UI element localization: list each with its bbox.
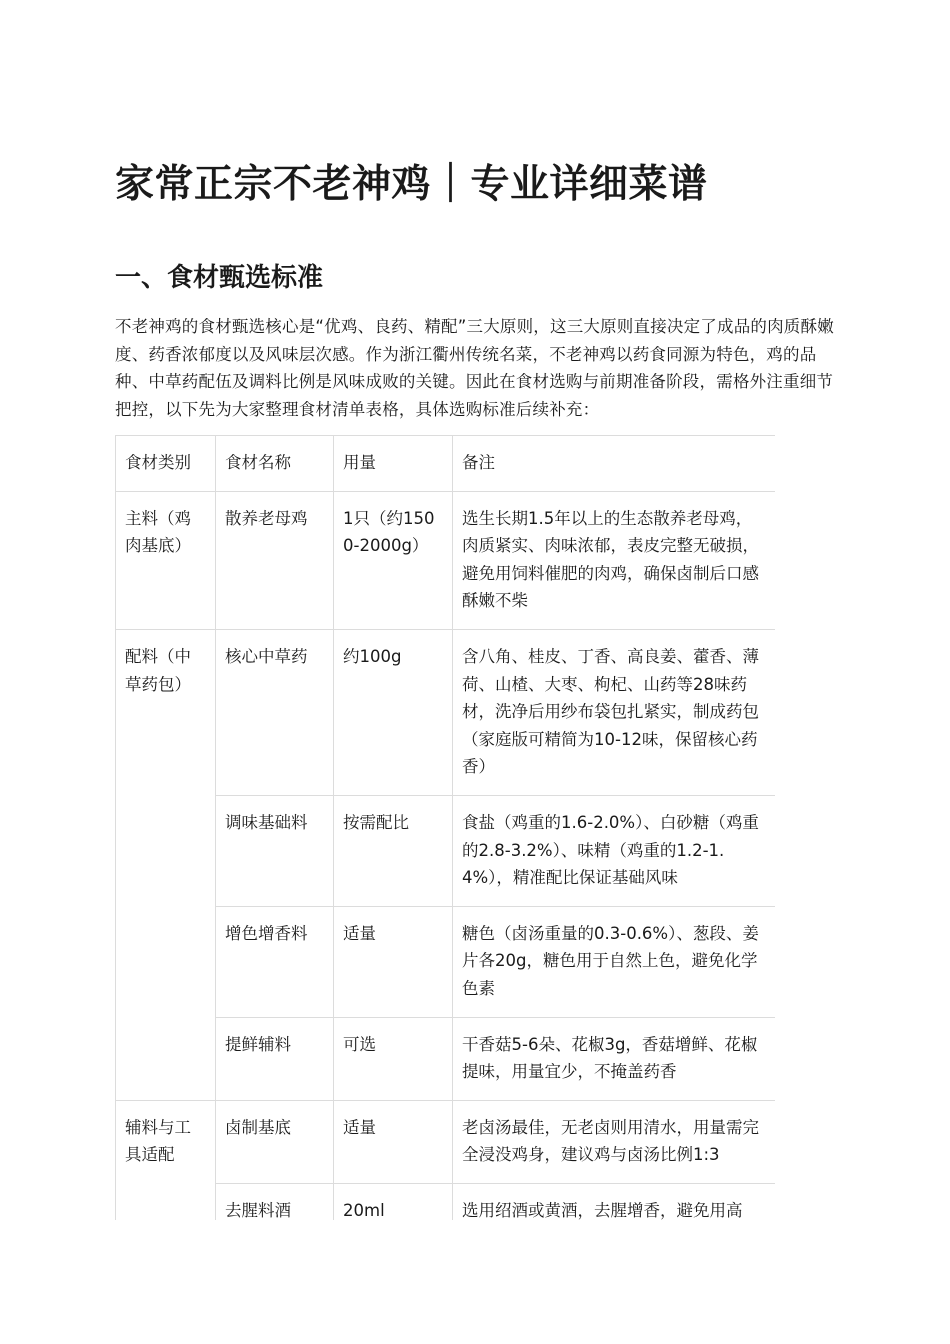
- note-cell: 含八角、桂皮、丁香、高良姜、藿香、薄荷、山楂、大枣、枸杞、山药等28味药材，洗净后用纱布袋包扎紧实，制成药包（家庭版可精简为10-12味，保留核心药香）: [453, 629, 776, 795]
- note-cell: 糖色（卤汤重量的0.3-0.6%）、葱段、姜片各20g，糖色用于自然上色，避免化学色素: [453, 906, 776, 1017]
- note-cell: 老卤汤最佳，无老卤则用清水，用量需完全浸没鸡身，建议鸡与卤汤比例1:3: [453, 1100, 776, 1183]
- intro-paragraph: 不老神鸡的食材甄选核心是“优鸡、良药、精配”三大原则，这三大原则直接决定了成品的肉质酥嫩度、药香浓郁度以及风味层次感。作为浙江衢州传统名菜，不老神鸡以药食同源为特色，鸡的品种、中草药配伍及调料比例是风味成败的关键。因此在食材选购与前期准备阶段，需格外注重细节把控，以下先为大家整理食材清单表格，具体选购标准后续补充：: [115, 317, 834, 419]
- table-header-cell: 备注: [453, 436, 776, 492]
- ingredient-name-cell: 卤制基底: [216, 1100, 334, 1183]
- ingredient-name-cell: 提鲜辅料: [216, 1017, 334, 1100]
- amount-cell: 1只（约1500-2000g）: [334, 491, 453, 629]
- section-heading: 一、食材甄选标准: [115, 263, 324, 293]
- table-header-cell: 用量: [334, 436, 453, 492]
- note-cell: 干香菇5-6朵、花椒3g，香菇增鲜、花椒提味，用量宜少，不掩盖药香: [453, 1017, 776, 1100]
- amount-cell: 约100g: [334, 629, 453, 795]
- table-row: [116, 629, 776, 795]
- ingredient-name-cell: 去腥料酒: [216, 1183, 334, 1220]
- amount-cell: 适量: [334, 906, 453, 1017]
- amount-cell: 可选: [334, 1017, 453, 1100]
- note-cell: 选用绍酒或黄酒，去腥增香，避免用高: [453, 1183, 776, 1220]
- ingredient-name-cell: 增色增香料: [216, 906, 334, 1017]
- ingredients-table-container: [115, 435, 775, 1220]
- category-cell: 配料（中草药包）: [116, 629, 216, 1100]
- table-header-cell: 食材名称: [216, 436, 334, 492]
- ingredient-name-cell: 调味基础料: [216, 795, 334, 906]
- table-row: [116, 1100, 776, 1183]
- ingredients-table: [115, 435, 775, 1220]
- ingredient-name-cell: 散养老母鸡: [216, 491, 334, 629]
- category-cell: 辅料与工具适配: [116, 1100, 216, 1220]
- table-header-cell: 食材类别: [116, 436, 216, 492]
- ingredient-name-cell: 核心中草药: [216, 629, 334, 795]
- amount-cell: 适量: [334, 1100, 453, 1183]
- table-row: [116, 491, 776, 629]
- note-cell: 食盐（鸡重的1.6-2.0%）、白砂糖（鸡重的2.8-3.2%）、味精（鸡重的1.2-1.4%），精准配比保证基础风味: [453, 795, 776, 906]
- note-cell: 选生长期1.5年以上的生态散养老母鸡，肉质紧实、肉味浓郁，表皮完整无破损，避免用饲料催肥的肉鸡，确保卤制后口感酥嫩不柴: [453, 491, 776, 629]
- amount-cell: 按需配比: [334, 795, 453, 906]
- document-title: 家常正宗不老神鸡｜专业详细菜谱: [115, 162, 708, 207]
- category-cell: 主料（鸡肉基底）: [116, 491, 216, 629]
- table-header-row: [116, 436, 776, 492]
- amount-cell: 20ml: [334, 1183, 453, 1220]
